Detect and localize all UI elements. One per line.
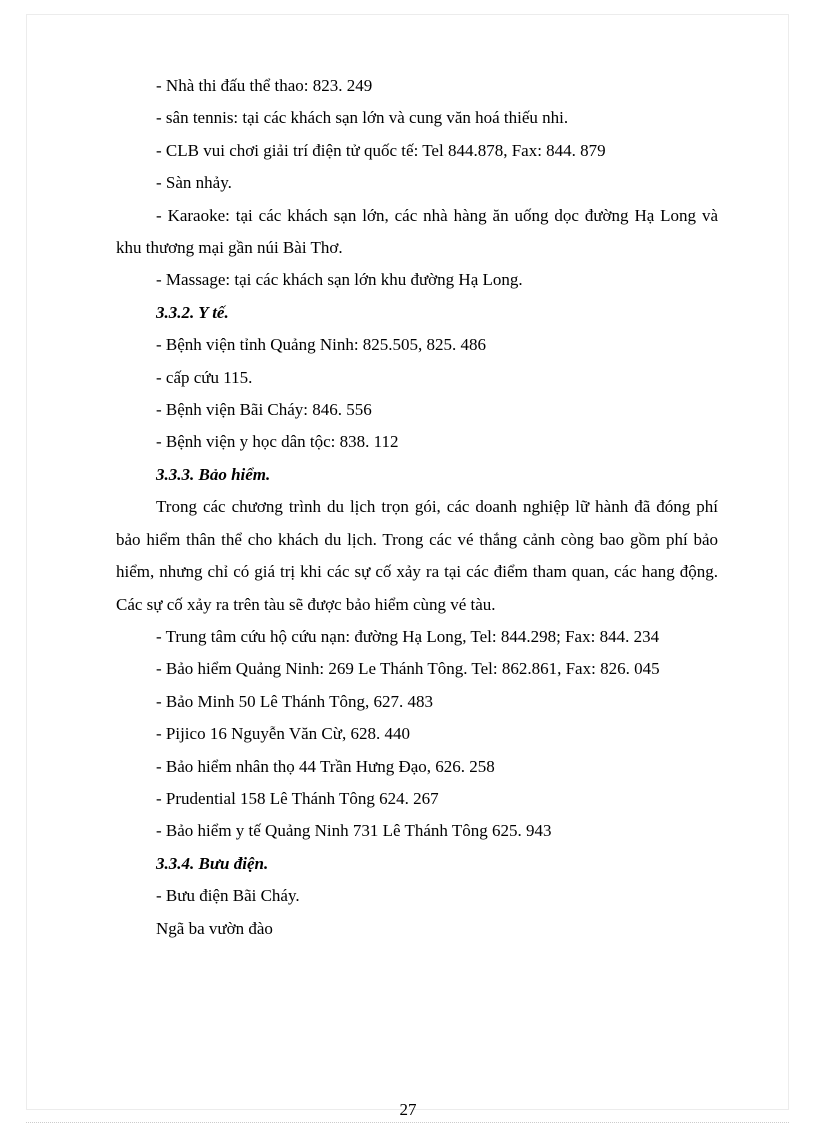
- page-number: 27: [399, 1100, 417, 1119]
- list-item: - cấp cứu 115.: [156, 367, 253, 387]
- list-item: - Massage: tại các khách sạn lớn khu đường Hạ Long.: [156, 270, 523, 290]
- section-heading-post-office: 3.3.4. Bưu điện.: [156, 853, 269, 873]
- list-item: - CLB vui chơi giải trí điện tử quốc tế: Tel 844.878, Fax: 844. 879: [156, 140, 606, 160]
- document-body: [116, 70, 718, 945]
- list-item: - Bảo hiểm nhân thọ 44 Trần Hưng Đạo, 626. 258: [156, 756, 495, 776]
- list-item: - Bệnh viện tỉnh Quảng Ninh: 825.505, 825. 486: [156, 335, 487, 355]
- list-item: - sân tennis: tại các khách sạn lớn và cung văn hoá thiếu nhi.: [156, 108, 569, 128]
- list-item: - Bưu điện Bãi Cháy.: [156, 886, 300, 906]
- body-paragraph: Trong các chương trình du lịch trọn gói, các doanh nghiệp lữ hành đã đóng phí bảo hiểm thân thể cho khách du lịch. Trong các vé thắng cảnh còng bao gồm phí bảo hiểm, nhưng chỉ có giá trị khi các sự cố xảy ra tại các điểm tham quan, các hang động. Các sự cố xảy ra trên tàu sẽ được bảo hiểm cùng vé tàu.: [116, 497, 718, 614]
- list-item: - Bệnh viện Bãi Cháy: 846. 556: [156, 400, 372, 420]
- list-item: - Bảo Minh 50 Lê Thánh Tông, 627. 483: [156, 691, 434, 711]
- list-item: - Pijico 16 Nguyễn Văn Cừ, 628. 440: [156, 724, 410, 744]
- list-item: - Bảo hiểm y tế Quảng Ninh 731 Lê Thánh Tông 625. 943: [156, 821, 552, 841]
- body-paragraph: Ngã ba vườn đào: [156, 918, 273, 938]
- list-item: - Nhà thi đấu thể thao: 823. 249: [156, 76, 373, 95]
- list-item: - Prudential 158 Lê Thánh Tông 624. 267: [156, 788, 439, 808]
- section-heading-insurance: 3.3.3. Bảo hiểm.: [156, 464, 271, 484]
- section-heading-medical: 3.3.2. Y tế.: [156, 302, 229, 322]
- list-item: - Sàn nhảy.: [156, 173, 232, 193]
- list-item: - Trung tâm cứu hộ cứu nạn: đường Hạ Long, Tel: 844.298; Fax: 844. 234: [156, 626, 660, 646]
- list-item: - Karaoke: tại các khách sạn lớn, các nhà hàng ăn uống dọc đường Hạ Long và khu thương mại gần núi Bài Thơ.: [116, 205, 718, 258]
- list-item: - Bệnh viện y học dân tộc: 838. 112: [156, 432, 399, 452]
- list-item: - Bảo hiểm Quảng Ninh: 269 Le Thánh Tông. Tel: 862.861, Fax: 826. 045: [156, 659, 660, 679]
